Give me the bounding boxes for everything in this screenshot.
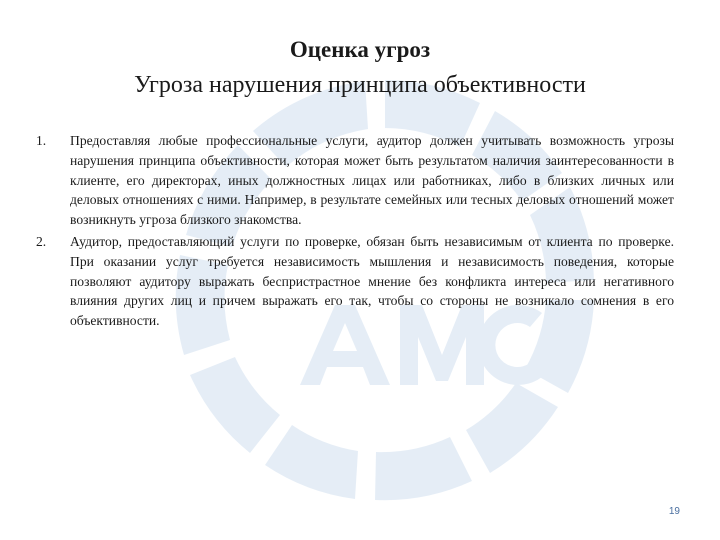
list-item [36,131,674,230]
page-number: 19 [668,506,680,517]
slide-title: Оценка угроз [289,37,431,62]
numbered-list [36,131,674,333]
list-item-number: 1. [36,133,47,148]
slide-subtitle: Угроза нарушения принципа объективности [134,72,586,98]
list-item-number: 2. [36,233,47,249]
list-item-text: Предоставляя любые профессиональные услуги, аудитор должен учитывать возможность угрозы нарушения принципа объективности, которая может быть результатом наличия заинтересованности в клиенте, его директорах, иных должностных лицах или работниках, либо в близких личных или деловых отношениях с ними. Например, в результате семейных или тесных деловых отношений может возникнуть угроза близкого знакомства. [70,133,674,228]
list-item [36,232,674,331]
list-item-text: Аудитор, предоставляющий услуги по проверке, обязан быть независимым от клиента по проверке. При оказании услуг требуется независимость мышления и независимость поведения, которые позволяют аудитору выражать беспристрастное мнение без конфликта интереса или негативного влияния других лиц и причем выражать его так, чтобы со стороны не возникало сомнения в его объективности. [70,233,674,329]
